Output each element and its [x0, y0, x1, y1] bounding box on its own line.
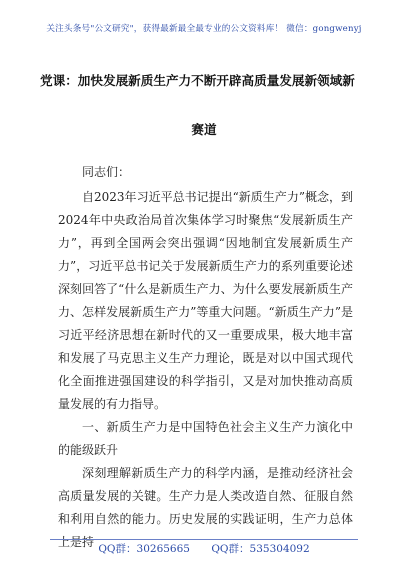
footer-qq-group-1: QQ群：30265665 — [98, 543, 190, 555]
paragraph-intro: 自2023年习近平总书记提出“新质生产力”概念，到2024年中央政治局首次集体学习时聚焦“发展新质生产力”，再到全国两会突出强调“因地制宜发展新质生产力”，习近平总书记关于发展新质生产力的系列重要论述深刻回答了“什么是新质生产力、为什么要发展新质生产力、怎样发展新质生产力”等重大问题。“新质生产力”是习近平经济思想在新时代的又一重要成果，极大地丰富和发展了马克思主义生产力理论，既是对以中国式现代化全面推进强国建设的科学指引，又是对加快推动高质量发展的有力指导。 — [58, 190, 353, 411]
document-title-line-2: 赛道 — [191, 122, 217, 137]
header-promo-note: 关注头条号"公文研究"，获得最新最全最专业的公文资料库！ 微信：gongwenyj — [46, 24, 362, 34]
footer-divider — [50, 539, 358, 540]
section-heading-1: 一、新质生产力是中国特色社会主义生产力演化中的能级跃升 — [58, 420, 353, 457]
document-title-line-1: 党课：加快发展新质生产力不断开辟高质量发展新领域新 — [40, 73, 355, 88]
footer-contact — [0, 541, 408, 556]
document-body — [58, 186, 353, 554]
paragraph-section-1: 深刻理解新质生产力的科学内涵，是推动经济社会高质量发展的关键。生产力是人类改造自然、征服自然和利用自然的能力。历史发展的实践证明，生产力总体上是持 — [58, 466, 353, 549]
salutation: 同志们： — [82, 165, 131, 179]
footer-qq-group-2: QQ群：535304092 — [211, 543, 310, 555]
